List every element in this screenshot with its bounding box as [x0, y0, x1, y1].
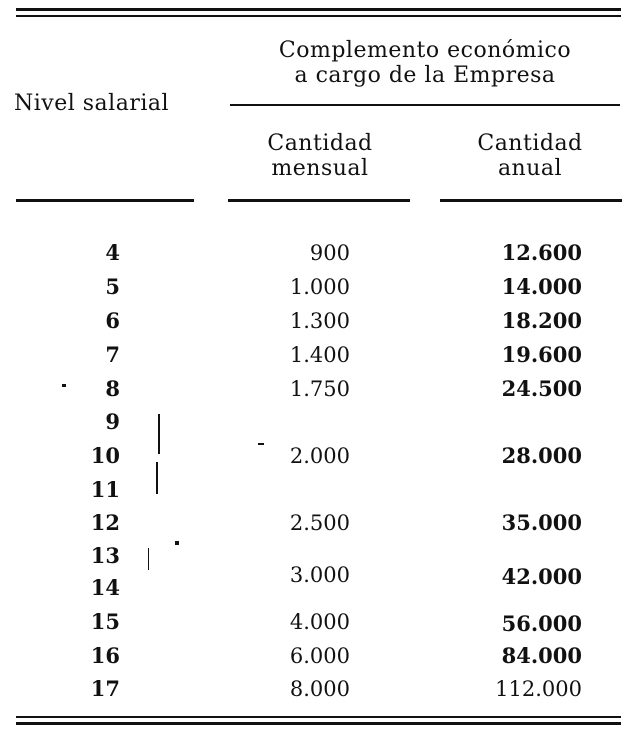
header-nivel-salarial: Nivel salarial — [14, 91, 170, 116]
annual-cell: 19.600 — [501, 342, 582, 367]
level-cell: 14 — [90, 575, 120, 600]
level-cell: 4 — [105, 240, 120, 265]
level-cell: 12 — [90, 510, 120, 535]
level-cell: 15 — [90, 609, 120, 634]
annual-cell: 84.000 — [501, 643, 582, 668]
header-group-line-1: Complemento económico — [278, 38, 572, 63]
level-cell: 17 — [90, 676, 120, 701]
level-cell: 13 — [90, 543, 120, 568]
header-rule-col3 — [440, 199, 622, 202]
group-bracket — [148, 548, 149, 570]
level-cell: 10 — [90, 443, 120, 468]
monthly-cell: 4.000 — [289, 610, 350, 634]
level-cell: 16 — [90, 643, 120, 668]
group-bracket — [156, 462, 158, 494]
header-rule-col1 — [16, 199, 194, 202]
speck — [62, 384, 66, 387]
monthly-cell: 8.000 — [289, 677, 350, 701]
monthly-cell: 1.000 — [289, 275, 350, 299]
monthly-cell: 3.000 — [289, 563, 350, 587]
top-rule-1 — [16, 8, 621, 11]
annual-cell: 28.000 — [501, 443, 582, 468]
speck — [258, 443, 264, 445]
speck — [175, 541, 179, 545]
monthly-cell: 1.400 — [289, 343, 350, 367]
monthly-cell: 2.000 — [289, 444, 350, 468]
level-cell: 5 — [105, 274, 120, 299]
level-cell: 6 — [105, 308, 120, 333]
header-cantidad-mensual-1: Cantidad — [267, 131, 373, 156]
annual-cell: 18.200 — [501, 308, 582, 333]
annual-cell: 42.000 — [501, 564, 582, 589]
level-cell: 7 — [105, 342, 120, 367]
header-group-rule — [230, 104, 620, 106]
annual-cell: 14.000 — [501, 274, 582, 299]
level-cell: 9 — [105, 409, 120, 434]
annual-cell: 112.000 — [495, 677, 582, 701]
header-cantidad-anual-1: Cantidad — [477, 131, 583, 156]
monthly-cell: 900 — [309, 241, 350, 265]
level-cell: 8 — [105, 376, 120, 401]
annual-cell: 12.600 — [501, 240, 582, 265]
level-cell: 11 — [90, 477, 120, 502]
header-cantidad-mensual-2: mensual — [271, 156, 369, 181]
monthly-cell: 1.750 — [289, 377, 350, 401]
annual-cell: 56.000 — [501, 611, 582, 636]
annual-cell: 35.000 — [501, 510, 582, 535]
top-rule-2 — [16, 15, 621, 17]
monthly-cell: 2.500 — [289, 511, 350, 535]
bottom-rule-1 — [16, 716, 621, 718]
group-bracket — [158, 414, 160, 454]
bottom-rule-2 — [16, 722, 621, 725]
header-cantidad-anual-2: anual — [497, 156, 563, 181]
monthly-cell: 6.000 — [289, 644, 350, 668]
header-rule-col2 — [228, 199, 410, 202]
monthly-cell: 1.300 — [289, 309, 350, 333]
header-group-line-2: a cargo de la Empresa — [294, 63, 556, 88]
annual-cell: 24.500 — [501, 376, 582, 401]
